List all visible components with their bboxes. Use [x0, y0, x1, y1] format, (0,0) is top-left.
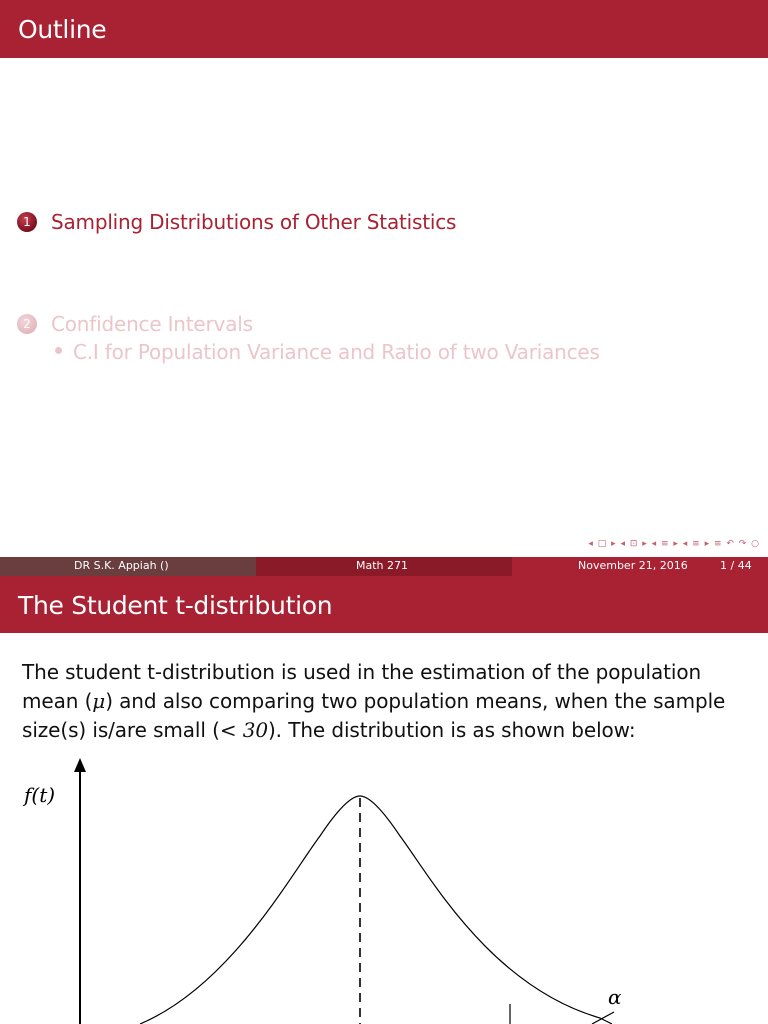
paragraph-text: The student t-distribution is used in the estimation of the population mean ( — [22, 660, 702, 713]
y-axis-arrow-icon — [74, 758, 86, 772]
toc-item-1[interactable] — [17, 207, 456, 237]
footer-author: DR S.K. Appiah () — [74, 559, 169, 572]
toc-subitem[interactable] — [55, 340, 600, 364]
beamer-navigation-icons[interactable]: ◂ □ ▸ ◂ ⊡ ▸ ◂ ≡ ▸ ◂ ≡ ▸ ≡ ↶ ↷ ○ — [588, 539, 760, 549]
footer-date-section — [512, 557, 768, 576]
math-mu: μ — [92, 689, 106, 713]
t-distribution-figure — [0, 756, 768, 1024]
title-bar — [0, 0, 768, 58]
footer-page-number: 1 / 44 — [720, 559, 752, 572]
section-number-badge: 1 — [17, 212, 37, 232]
toc-item-label: Sampling Distributions of Other Statistics — [51, 210, 457, 234]
paragraph-text: ) and also comparing two population means, when the sample size(s) is/are small ( — [22, 689, 726, 742]
slide-footer — [0, 557, 768, 576]
math-lt-30: < 30 — [219, 718, 268, 742]
paragraph-text: ). The distribution is as shown below: — [267, 718, 636, 742]
slide-student-t — [0, 576, 768, 1024]
footer-course-section — [256, 557, 512, 576]
body-paragraph — [22, 658, 742, 745]
slide-title: The Student t-distribution — [18, 591, 333, 620]
y-axis-label: f(t) — [24, 783, 56, 807]
section-number-badge: 2 — [17, 314, 37, 334]
slide-title: Outline — [18, 15, 107, 44]
footer-date: November 21, 2016 — [578, 559, 688, 572]
toc-subitem-label: C.I for Population Variance and Ratio of two Variances — [73, 340, 600, 364]
title-bar — [0, 576, 768, 633]
footer-course: Math 271 — [356, 559, 409, 572]
alpha-label: α — [608, 985, 622, 1009]
toc-item-label: Confidence Intervals — [51, 312, 253, 336]
density-curve — [140, 796, 612, 1024]
bullet-icon — [55, 347, 62, 354]
alpha-pointer — [592, 1012, 614, 1024]
footer-author-section — [0, 557, 256, 576]
toc-item-2[interactable] — [17, 309, 253, 339]
